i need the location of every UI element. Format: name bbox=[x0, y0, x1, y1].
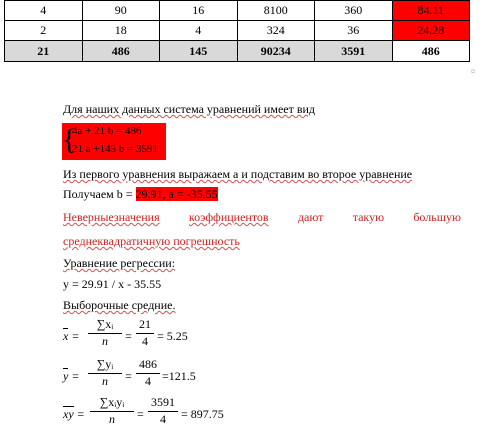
table-cell: 18 bbox=[82, 21, 160, 41]
formula-lhs: xy = bbox=[63, 407, 85, 421]
fraction bbox=[148, 395, 178, 427]
warning-word: большую bbox=[413, 210, 461, 224]
denominator: 4 bbox=[136, 373, 160, 389]
var-text: xy bbox=[63, 407, 74, 421]
equation-2: 21 a +145 b = 3591 bbox=[72, 143, 159, 155]
equals-sign: = bbox=[137, 407, 144, 421]
numerator: ∑yᵢ bbox=[96, 357, 114, 371]
denominator: n bbox=[88, 333, 122, 349]
warning-word: такую bbox=[352, 210, 385, 224]
var-text: x bbox=[63, 329, 69, 343]
paragraph-mark: ¤ bbox=[471, 67, 475, 76]
intro-paragraph bbox=[63, 102, 315, 117]
denominator: n bbox=[90, 411, 134, 427]
equation-system bbox=[62, 123, 166, 160]
var-text: y bbox=[63, 369, 69, 383]
numerator: 21 bbox=[139, 317, 151, 331]
fraction bbox=[88, 317, 122, 349]
means-title bbox=[63, 298, 175, 313]
table-cell: 4 bbox=[5, 1, 83, 21]
regression-title-text: Уравнение регрессии: bbox=[63, 256, 176, 270]
table-cell: 16 bbox=[160, 1, 238, 21]
numerator: ∑xᵢ bbox=[96, 317, 114, 331]
table-cell: 145 bbox=[160, 41, 238, 62]
denominator: n bbox=[88, 373, 122, 389]
warning-word: коэффициентов bbox=[188, 210, 269, 224]
fraction bbox=[88, 357, 122, 389]
table-cell: 90 bbox=[82, 1, 160, 21]
equals-sign: = bbox=[125, 329, 132, 343]
warning-word: Неверныезначения bbox=[63, 210, 160, 224]
regression-equation: y = 29.91 / x - 35.55 bbox=[63, 277, 162, 291]
overlined-var bbox=[63, 369, 68, 383]
table-row bbox=[5, 21, 470, 41]
table-total-row bbox=[5, 41, 470, 62]
table-cell: 21 bbox=[5, 41, 83, 62]
table-cell: 324 bbox=[237, 21, 315, 41]
express-paragraph bbox=[63, 167, 412, 182]
data-table bbox=[4, 0, 470, 62]
express-text: Из первого уравнения выражаем a и подставим во второе уравнение bbox=[63, 167, 413, 181]
fraction bbox=[136, 317, 154, 349]
overlined-var bbox=[63, 329, 68, 343]
denominator: 4 bbox=[148, 411, 178, 427]
table-row bbox=[5, 1, 470, 21]
numerator: ∑xᵢyᵢ bbox=[99, 395, 125, 409]
result-label: Получаем b = bbox=[63, 187, 136, 201]
result-values: 29.91, a = -35.55 bbox=[135, 187, 218, 201]
warning-word: дают bbox=[297, 210, 324, 224]
overlined-var bbox=[63, 407, 74, 421]
table-cell: 36 bbox=[315, 21, 393, 41]
formula-lhs: y = bbox=[63, 369, 80, 383]
result-paragraph bbox=[63, 187, 218, 202]
warning-line-2 bbox=[63, 234, 240, 249]
formula-value: =121.5 bbox=[162, 369, 196, 383]
numerator: 3591 bbox=[151, 395, 175, 409]
table-cell: 486 bbox=[392, 41, 470, 62]
formula-lhs: x = bbox=[63, 329, 80, 343]
table-cell: 3591 bbox=[315, 41, 393, 62]
fraction bbox=[136, 357, 160, 389]
table-cell: 4 bbox=[160, 21, 238, 41]
table-cell: 2 bbox=[5, 21, 83, 41]
table-cell: 360 bbox=[315, 1, 393, 21]
denominator: 4 bbox=[136, 333, 154, 349]
table-cell: 486 bbox=[82, 41, 160, 62]
regression-title bbox=[63, 256, 175, 271]
brace-glyph: { bbox=[62, 123, 77, 156]
formula-value: = 5.25 bbox=[157, 329, 188, 343]
table-cell-highlighted: 84.11 bbox=[392, 1, 470, 21]
intro-text: Для наших данных система уравнений имеет вид bbox=[63, 102, 316, 116]
equation-1: 4a + 21 b = 486 bbox=[72, 125, 142, 137]
warning-line-1 bbox=[63, 210, 461, 225]
means-title-text: Выборочные средние. bbox=[63, 298, 176, 312]
table-cell-highlighted: 24.28 bbox=[392, 21, 470, 41]
table-cell: 8100 bbox=[237, 1, 315, 21]
equals-sign: = bbox=[125, 369, 132, 383]
formula-value: = 897.75 bbox=[181, 407, 224, 421]
fraction bbox=[90, 395, 134, 427]
warning-text: среднеквадратичную погрешность bbox=[63, 234, 240, 248]
table-cell: 90234 bbox=[237, 41, 315, 62]
numerator: 486 bbox=[139, 357, 157, 371]
